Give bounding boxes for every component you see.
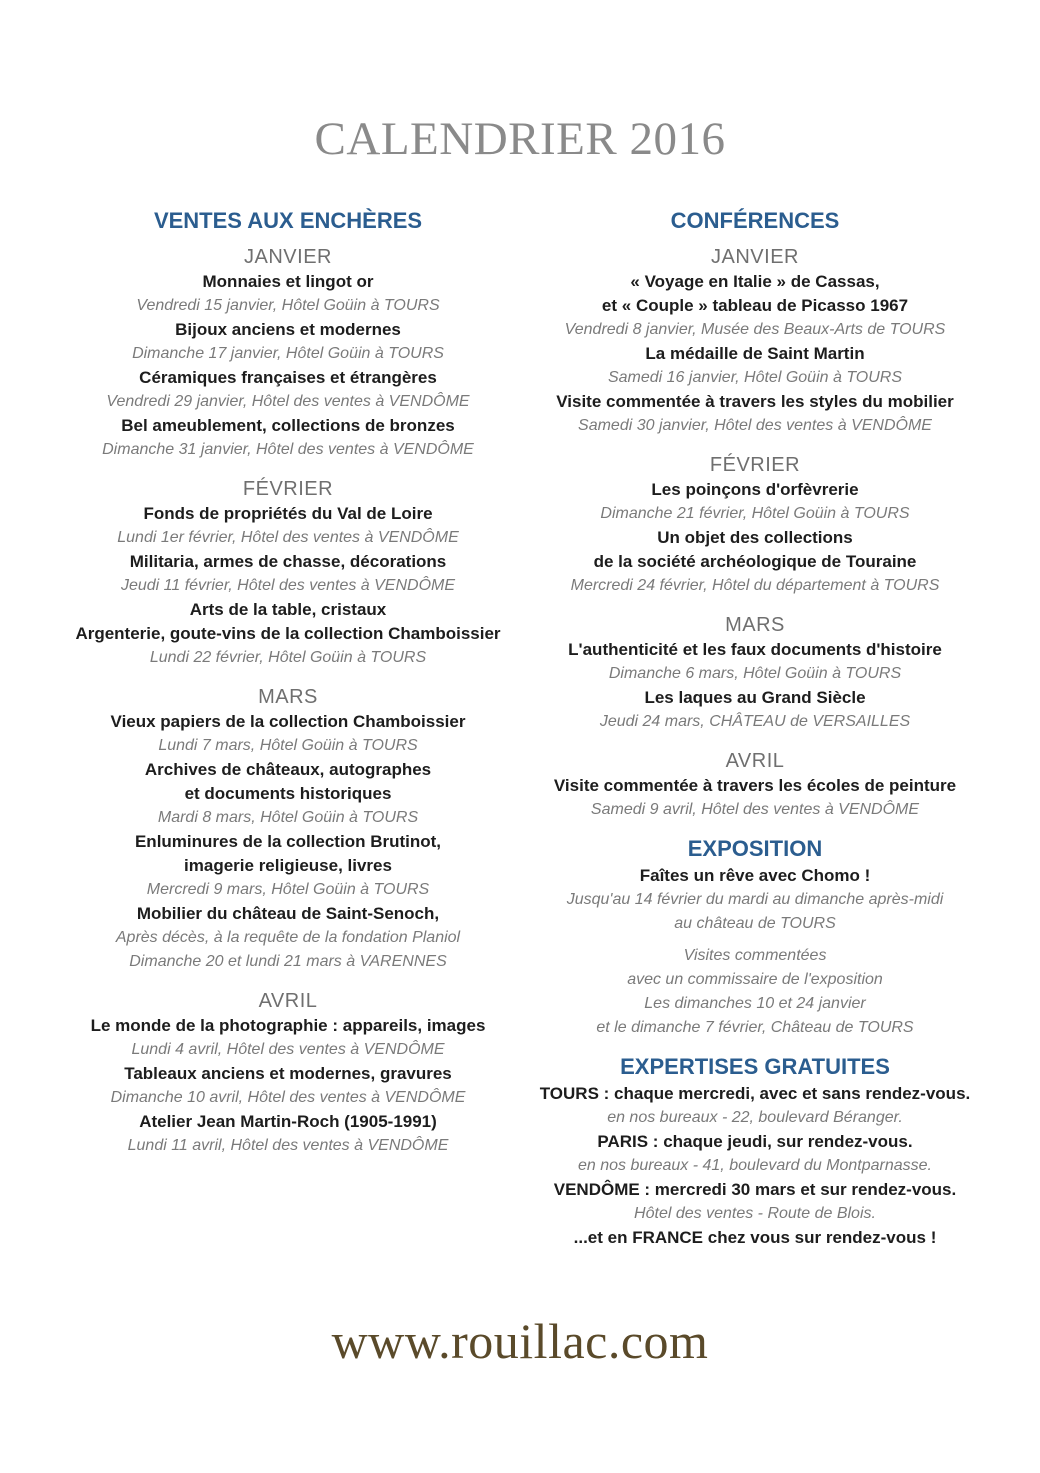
event-detail: Samedi 16 janvier, Hôtel Goüin à TOURS — [607, 369, 903, 386]
exposition-section — [512, 834, 998, 1040]
event-title: Fonds de propriétés du Val de Loire — [143, 504, 433, 523]
exposition-visit-line: Les dimanches 10 et 24 janvier — [644, 995, 866, 1012]
calendar-event — [40, 1062, 536, 1110]
exposition-visit-line: et le dimanche 7 février, Château de TOURS — [596, 1019, 914, 1036]
calendar-event — [512, 638, 998, 686]
event-title: Mobilier du château de Saint-Senoch, — [136, 904, 440, 923]
event-detail: Vendredi 15 janvier, Hôtel Goüin à TOURS — [136, 297, 440, 314]
event-detail: Mercredi 24 février, Hôtel du département à TOURS — [570, 577, 940, 594]
page-title: CALENDRIER 2016 — [314, 113, 726, 165]
event-detail: Dimanche 21 février, Hôtel Goüin à TOURS — [600, 505, 910, 522]
expertises-section — [512, 1052, 998, 1250]
month-heading: FÉVRIER — [709, 454, 801, 476]
event-detail: Dimanche 20 et lundi 21 mars à VARENNES — [129, 953, 447, 970]
conferences-months — [512, 244, 998, 822]
auctions-months — [40, 244, 536, 1158]
conferences-heading: CONFÉRENCES — [670, 208, 840, 233]
event-title: Un objet des collections — [657, 528, 853, 547]
month-heading: MARS — [258, 686, 318, 708]
event-title: Atelier Jean Martin-Roch (1905-1991) — [139, 1112, 437, 1131]
month-heading: MARS — [725, 614, 785, 636]
calendar-event — [40, 598, 536, 670]
exposition-detail: Jusqu'au 14 février du mardi au dimanche après-midi — [566, 891, 944, 908]
event-detail: Dimanche 6 mars, Hôtel Goüin à TOURS — [608, 665, 902, 682]
month-heading: AVRIL — [725, 750, 785, 772]
event-detail: Vendredi 29 janvier, Hôtel des ventes à VENDÔME — [106, 393, 470, 410]
event-title: Arts de la table, cristaux — [189, 600, 387, 619]
event-detail: Jeudi 11 février, Hôtel des ventes à VENDÔME — [120, 577, 456, 594]
event-detail: Dimanche 31 janvier, Hôtel des ventes à VENDÔME — [102, 441, 474, 458]
event-title: imagerie religieuse, livres — [184, 856, 392, 875]
event-title: Bel ameublement, collections de bronzes — [121, 416, 455, 435]
event-title: Militaria, armes de chasse, décorations — [129, 552, 447, 571]
event-title: Vieux papiers de la collection Chamboissier — [110, 712, 466, 731]
event-detail: Jeudi 24 mars, CHÂTEAU de VERSAILLES — [599, 713, 911, 730]
auctions-heading: VENTES AUX ENCHÈRES — [153, 208, 423, 233]
calendar-event — [40, 758, 536, 830]
expertise-title: PARIS : chaque jeudi, sur rendez-vous. — [597, 1132, 913, 1151]
calendar-event — [40, 830, 536, 902]
event-title: La médaille de Saint Martin — [645, 344, 865, 363]
calendar-event — [512, 390, 998, 438]
event-title: Céramiques françaises et étrangères — [139, 368, 437, 387]
calendar-event — [40, 710, 536, 758]
event-detail: Dimanche 10 avril, Hôtel des ventes à VENDÔME — [110, 1089, 466, 1106]
event-title: Les poinçons d'orfèvrerie — [651, 480, 859, 499]
calendar-event — [40, 270, 536, 318]
event-detail: Mardi 8 mars, Hôtel Goüin à TOURS — [157, 809, 419, 826]
event-title: Visite commentée à travers les écoles de peinture — [553, 776, 957, 795]
calendar-event — [512, 342, 998, 390]
event-title: « Voyage en Italie » de Cassas, — [630, 272, 880, 291]
month-heading: JANVIER — [244, 246, 332, 268]
exposition-visit-line: avec un commissaire de l'exposition — [627, 971, 883, 988]
event-detail: Samedi 9 avril, Hôtel des ventes à VENDÔME — [590, 801, 920, 818]
event-detail: Lundi 22 février, Hôtel Goüin à TOURS — [149, 649, 427, 666]
event-detail: Vendredi 8 janvier, Musée des Beaux-Arts de TOURS — [564, 321, 946, 338]
event-detail: Samedi 30 janvier, Hôtel des ventes à VENDÔME — [578, 417, 932, 434]
expertise-detail: en nos bureaux - 22, boulevard Béranger. — [607, 1109, 903, 1126]
calendar-event — [40, 1110, 536, 1158]
event-detail: Lundi 11 avril, Hôtel des ventes à VENDÔME — [127, 1137, 449, 1154]
event-title: et documents historiques — [184, 784, 392, 803]
event-title: Enluminures de la collection Brutinot, — [134, 832, 442, 851]
expertise-detail: en nos bureaux - 41, boulevard du Montparnasse. — [577, 1157, 932, 1174]
calendar-event — [512, 478, 998, 526]
calendar-event — [40, 318, 536, 366]
event-detail: Lundi 7 mars, Hôtel Goüin à TOURS — [158, 737, 418, 754]
calendar-event — [512, 526, 998, 598]
exposition-title: Faîtes un rêve avec Chomo ! — [639, 866, 871, 885]
month-heading: JANVIER — [711, 246, 799, 268]
calendar-event — [512, 270, 998, 342]
expertise-closing: ...et en FRANCE chez vous sur rendez-vous ! — [573, 1228, 937, 1247]
event-title: Visite commentée à travers les styles du mobilier — [556, 392, 954, 411]
exposition-detail: au château de TOURS — [674, 915, 836, 932]
event-title: et « Couple » tableau de Picasso 1967 — [601, 296, 909, 315]
calendar-event — [40, 366, 536, 414]
month-heading: FÉVRIER — [242, 478, 334, 500]
exposition-visit-line: Visites commentées — [683, 947, 827, 964]
auctions-column — [40, 206, 536, 1158]
event-title: Tableaux anciens et modernes, gravures — [124, 1064, 452, 1083]
exposition-heading: EXPOSITION — [687, 836, 823, 861]
event-detail: Mercredi 9 mars, Hôtel Goüin à TOURS — [146, 881, 430, 898]
expertise-title: TOURS : chaque mercredi, avec et sans rendez-vous. — [539, 1084, 971, 1103]
event-title: L'authenticité et les faux documents d'histoire — [568, 640, 942, 659]
website-url[interactable]: www.rouillac.com — [331, 1313, 709, 1369]
event-title: de la société archéologique de Touraine — [593, 552, 917, 571]
calendar-event — [40, 1014, 536, 1062]
event-detail: Après décès, à la requête de la fondation Planiol — [115, 929, 461, 946]
event-title: Le monde de la photographie : appareils, images — [90, 1016, 486, 1035]
calendar-event — [512, 686, 998, 734]
calendar-event — [40, 414, 536, 462]
expertise-detail: Hôtel des ventes - Route de Blois. — [634, 1205, 876, 1222]
month-heading: AVRIL — [258, 990, 318, 1012]
calendar-event — [40, 502, 536, 550]
expertises-heading: EXPERTISES GRATUITES — [620, 1054, 890, 1079]
calendar-event — [512, 774, 998, 822]
event-detail: Dimanche 17 janvier, Hôtel Goüin à TOURS — [132, 345, 444, 362]
event-title: Archives de châteaux, autographes — [144, 760, 432, 779]
expertise-title: VENDÔME : mercredi 30 mars et sur rendez-vous. — [553, 1180, 957, 1199]
event-title: Argenterie, goute-vins de la collection Chamboissier — [75, 624, 501, 643]
calendar-event — [40, 902, 536, 974]
event-detail: Lundi 1er février, Hôtel des ventes à VENDÔME — [117, 529, 459, 546]
event-detail: Lundi 4 avril, Hôtel des ventes à VENDÔME — [131, 1041, 445, 1058]
calendar-event — [40, 550, 536, 598]
event-title: Monnaies et lingot or — [202, 272, 374, 291]
conferences-column — [512, 206, 998, 1250]
event-title: Les laques au Grand Siècle — [644, 688, 866, 707]
event-title: Bijoux anciens et modernes — [175, 320, 401, 339]
